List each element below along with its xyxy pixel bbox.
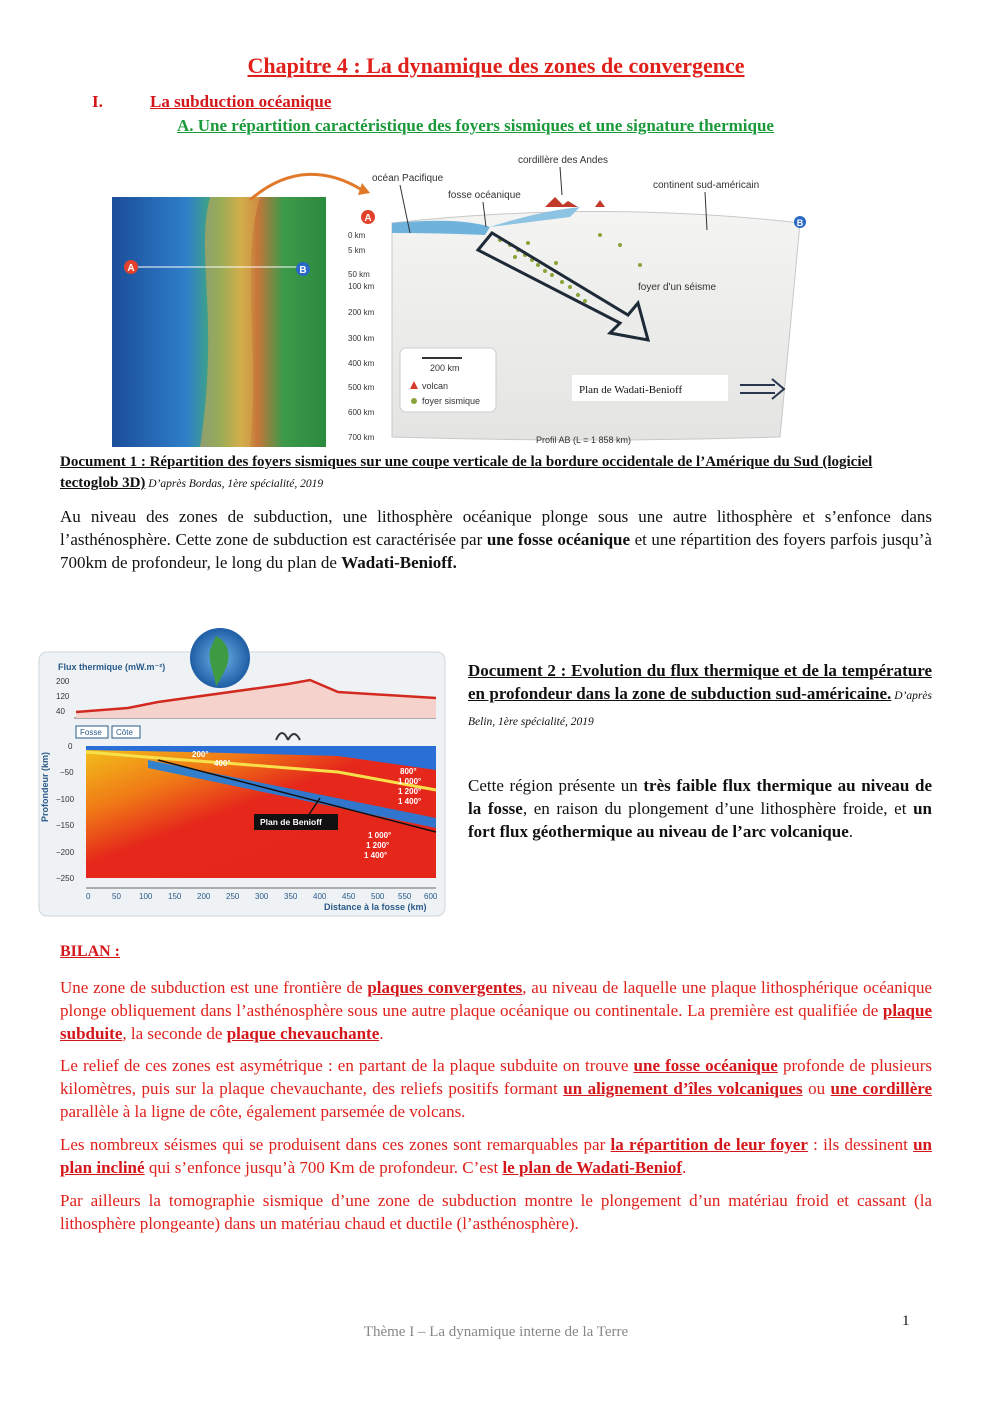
fosse-tag: Fosse <box>80 728 102 737</box>
svg-text:foyer sismique: foyer sismique <box>422 396 481 406</box>
svg-text:1 000°: 1 000° <box>398 777 422 786</box>
bilan-paragraph-4: Par ailleurs la tomographie sismique d’une zone de subduction montre le plongement d’un matériau froid et cassant (la lithosphère plongeante) dans un matériau chaud et ductile (l’asthénosphère). <box>60 1191 932 1233</box>
svg-text:600: 600 <box>424 892 438 901</box>
svg-text:700 km: 700 km <box>348 433 375 442</box>
svg-text:150: 150 <box>168 892 182 901</box>
bilan-heading: BILAN : <box>60 943 121 960</box>
svg-text:40: 40 <box>56 707 65 716</box>
svg-text:−100: −100 <box>56 795 75 804</box>
svg-text:A: A <box>364 213 372 224</box>
point-b-label: B <box>299 265 307 276</box>
doc1-figure <box>100 145 820 450</box>
cote-tag: Côte <box>116 728 133 737</box>
svg-text:B: B <box>796 218 804 228</box>
doc2-text: Cette région présente un très faible flux thermique au niveau de la fosse, en raison du plongement d’une lithosphère froide, et un fort flux géothermique au niveau de l’arc volcanique. <box>468 776 932 841</box>
bilan-paragraph-3: Les nombreux séismes qui se produisent dans ces zones sont remarquables par la répartition de leur foyer : ils dessinent un plan incliné qui s’enfonce jusqu’à 700 Km de profondeur. C’est le plan de Wadati-Beniof. <box>60 1135 932 1177</box>
svg-text:300 km: 300 km <box>348 334 375 343</box>
distance-axis-label: Distance à la fosse (km) <box>324 902 427 912</box>
label-continent: continent sud-américain <box>653 180 760 191</box>
orange-arrow-icon <box>250 174 362 200</box>
svg-text:Profil AB (L = 1 858 km): Profil AB (L = 1 858 km) <box>536 435 631 445</box>
svg-text:0: 0 <box>68 742 73 751</box>
svg-text:200°: 200° <box>192 750 209 759</box>
doc2-caption: Document 2 : Evolution du flux thermique et de la température en profondeur dans la zone de subduction sud-américaine. D’après Belin, 1ère spécialité, 2019 <box>468 661 932 728</box>
svg-text:800°: 800° <box>400 767 417 776</box>
svg-text:350: 350 <box>284 892 298 901</box>
svg-text:1 400°: 1 400° <box>364 851 388 860</box>
svg-text:1 000°: 1 000° <box>368 831 392 840</box>
svg-text:0: 0 <box>86 892 91 901</box>
svg-text:500 km: 500 km <box>348 383 375 392</box>
section-heading: La subduction océanique <box>150 92 332 111</box>
svg-text:−250: −250 <box>56 874 75 883</box>
svg-text:100 km: 100 km <box>348 282 375 291</box>
depth-axis-label: Profondeur (km) <box>40 751 50 822</box>
flux-axis-label: Flux thermique (mW.m⁻²) <box>58 662 166 672</box>
svg-text:0 km: 0 km <box>348 231 366 240</box>
subsection-heading: A. Une répartition caractéristique des foyers sismiques et une signature thermique <box>177 116 774 135</box>
svg-text:250: 250 <box>226 892 240 901</box>
label-fosse: fosse océanique <box>448 190 521 201</box>
svg-text:200 km: 200 km <box>430 363 460 373</box>
svg-text:400: 400 <box>313 892 327 901</box>
svg-text:550: 550 <box>398 892 412 901</box>
label-foyer: foyer d'un séisme <box>638 282 717 293</box>
bilan-paragraph-2: Le relief de ces zones est asymétrique : en partant de la plaque subduite on trouve une fosse océanique profonde de plusieurs kilomètres, puis sur la plaque chevauchante, des reliefs positifs formant un alignement d’îles volcaniques ou une cordillère parallèle à la ligne de côte, également parsemée de volcans. <box>60 1056 933 1121</box>
page-title: Chapitre 4 : La dynamique des zones de convergence <box>247 53 745 78</box>
svg-text:400°: 400° <box>214 759 231 768</box>
doc2-figure <box>38 622 448 918</box>
page-footer: Thème I – La dynamique interne de la Terre <box>363 1324 629 1340</box>
svg-text:Plan de Benioff: Plan de Benioff <box>260 817 322 827</box>
section-number: I. <box>92 92 103 111</box>
svg-text:−50: −50 <box>60 768 74 777</box>
bilan-paragraph-1: Une zone de subduction est une frontière de plaques convergentes, au niveau de laquelle une plaque lithosphérique océanique plonge obliquement dans l’asthénosphère sous une autre plaque océanique ou continentale. La première est qualifiée de plaque subduite, la seconde de plaque chevauchante. <box>60 978 932 1043</box>
svg-text:−200: −200 <box>56 848 75 857</box>
svg-text:450: 450 <box>342 892 356 901</box>
point-a-label: A <box>127 263 135 274</box>
svg-text:100: 100 <box>139 892 153 901</box>
paragraph-1: Au niveau des zones de subduction, une lithosphère océanique plonge sous une autre lithosphère et s’enfonce dans l’asthénosphère. Cette zone de subduction est caractérisée par une fosse océanique et une répartition des foyers parfois jusqu’à 700km de profondeur, le long du plan de Wadati-Benioff. <box>60 507 932 572</box>
svg-text:200: 200 <box>56 677 70 686</box>
svg-text:1 200°: 1 200° <box>398 787 422 796</box>
svg-text:−150: −150 <box>56 821 75 830</box>
svg-text:5 km: 5 km <box>348 246 366 255</box>
svg-text:50: 50 <box>112 892 121 901</box>
svg-text:120: 120 <box>56 692 70 701</box>
svg-text:50 km: 50 km <box>348 270 370 279</box>
svg-text:1 200°: 1 200° <box>366 841 390 850</box>
label-cordillere: cordillère des Andes <box>518 155 609 166</box>
svg-text:1 400°: 1 400° <box>398 797 422 806</box>
svg-text:volcan: volcan <box>422 381 449 391</box>
svg-text:200 km: 200 km <box>348 308 375 317</box>
svg-text:200: 200 <box>197 892 211 901</box>
label-ocean: océan Pacifique <box>372 173 444 184</box>
svg-text:500: 500 <box>371 892 385 901</box>
page-number: 1 <box>902 1313 910 1329</box>
svg-text:400 km: 400 km <box>348 359 375 368</box>
svg-text:600 km: 600 km <box>348 408 375 417</box>
svg-text:Plan de Wadati-Benioff: Plan de Wadati-Benioff <box>579 384 683 396</box>
doc1-caption: Document 1 : Répartition des foyers sismiques sur une coupe verticale de la bordure occidentale de l’Amérique du Sud (logiciel tectoglob 3D) D’après Bordas, 1ère spécialité, 2019 <box>60 454 873 491</box>
svg-text:300: 300 <box>255 892 269 901</box>
